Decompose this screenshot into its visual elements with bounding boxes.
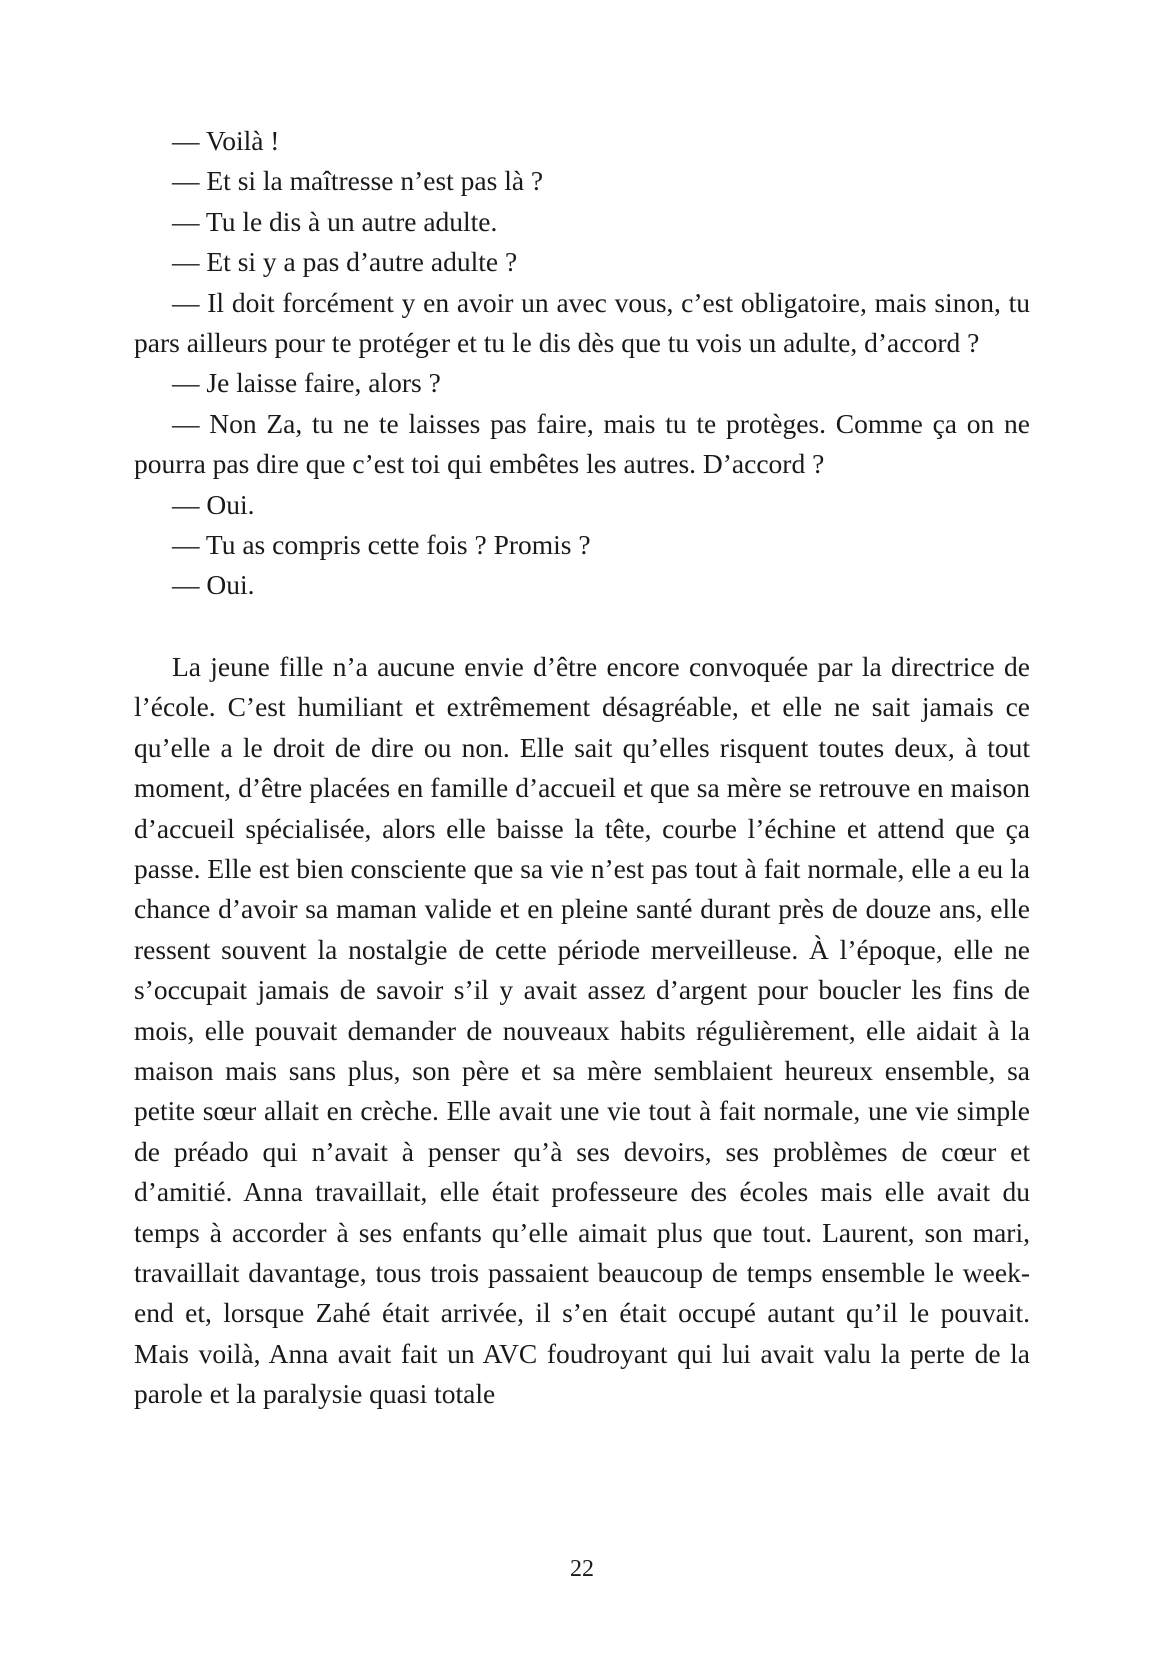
dialogue-line: — Non Za, tu ne te laisses pas faire, mais tu te protèges. Comme ça on ne pourra pas dire que c’est toi qui embêtes les autres. D’accord ?: [134, 407, 1030, 480]
dialogue-line: — Et si la maîtresse n’est pas là ?: [172, 165, 544, 197]
dialogue-line: — Tu as compris cette fois ? Promis ?: [172, 529, 591, 561]
dialogue-section: [134, 121, 1030, 606]
dialogue-line: — Et si y a pas d’autre adulte ?: [172, 246, 518, 278]
dialogue-line: — Il doit forcément y en avoir un avec vous, c’est obligatoire, mais sinon, tu pars ailleurs pour te protéger et tu le dis dès que tu vois un adulte, d’accord ?: [134, 286, 1030, 359]
dialogue-line: — Oui.: [172, 488, 255, 520]
page-text: [134, 121, 1030, 1415]
dialogue-line: — Tu le dis à un autre adulte.: [172, 205, 498, 237]
dialogue-line: — Je laisse faire, alors ?: [172, 367, 441, 399]
narrative-paragraph: La jeune fille n’a aucune envie d’être encore convoquée par la directrice de l’école. C’est humiliant et extrêmement désagréable, et elle ne sait jamais ce qu’elle a le droit de dire ou non. Elle sait qu’elles risquent toutes deux, à tout moment, d’être placées en famille d’accueil et que sa mère se retrouve en maison d’accueil spécialisée, alors elle baisse la tête, courbe l’échine et attend que ça passe. Elle est bien consciente que sa vie n’est pas tout à fait normale, elle a eu la chance d’avoir sa maman valide et en pleine santé durant près de douze ans, elle ressent souvent la nostalgie de cette période merveilleuse. À l’époque, elle ne s’occupait jamais de savoir s’il y avait assez d’argent pour boucler les fins de mois, elle pouvait demander de nouveaux habits régulièrement, elle aidait à la maison mais sans plus, son père et sa mère semblaient heureux ensemble, sa petite sœur allait en crèche. Elle avait une vie tout à fait normale, une vie simple de préado qui n’avait à penser qu’à ses devoirs, ses problèmes de cœur et d’amitié. Anna travaillait, elle était professeure des écoles mais elle avait du temps à accorder à ses enfants qu’elle aimait plus que tout. Laurent, son mari, travaillait davantage, tous trois passaient beaucoup de temps ensemble le week-end et, lorsque Zahé était arrivée, il s’en était occupé autant qu’il le pouvait. Mais voilà, Anna avait fait un AVC foudroyant qui lui avait valu la perte de la parole et la paralysie quasi totale: [134, 650, 1030, 1410]
dialogue-line: — Voilà !: [172, 125, 280, 156]
dialogue-line: — Oui.: [172, 569, 255, 601]
page-number: 22: [570, 1556, 594, 1582]
section-gap: [134, 606, 1030, 647]
